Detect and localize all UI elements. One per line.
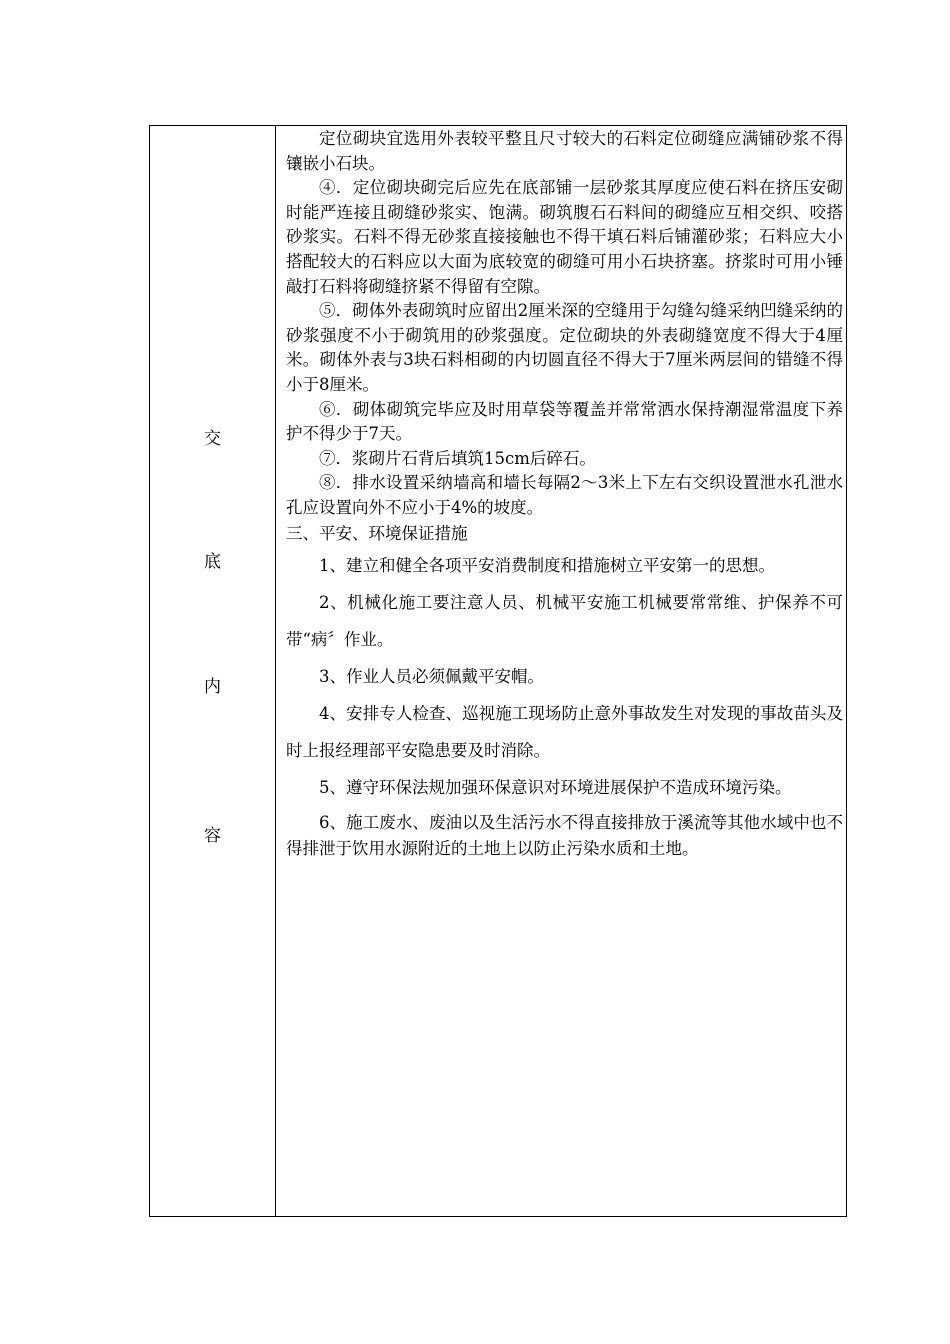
paragraph-item-5: ⑤．砌体外表砌筑时应留出2厘米深的空缝用于勾缝勾缝采纳凹缝采纳的砂浆强度不小于砌筑用的砂浆强度。定位砌块的外表砌缝宽度不得大于4厘米。砌体外表与3块石料相砌的内切圆直径不得大于7厘米两层间的错缝不得小于8厘米。 bbox=[286, 301, 843, 394]
measure-item: 5、遵守环保法规加强环保意识对环境进展保护不造成环境污染。 bbox=[319, 777, 792, 797]
paragraph-item-6: ⑥．砌体砌筑完毕应及时用草袋等覆盖并常常洒水保持潮湿常温度下养护不得少于7天。 bbox=[286, 399, 843, 444]
section-heading: 三、平安、环境保证措施 bbox=[286, 523, 468, 543]
measure-item: 2、机械化施工要注意人员、机械平安施工机械要常常维、护保养不可带“病〞作业。 bbox=[286, 592, 843, 649]
side-label-char-2: 底 bbox=[204, 552, 221, 572]
paragraph-item-7: ⑦．浆砌片石背后填筑15cm后碎石。 bbox=[319, 448, 596, 468]
document-table bbox=[149, 125, 847, 1217]
measure-item: 6、施工废水、废油以及生活污水不得直接排放于溪流等其他水域中也不得排泄于饮用水源附近的土地上以防止污染水质和土地。 bbox=[286, 812, 843, 858]
side-label-char-1: 交 bbox=[204, 429, 221, 449]
side-label-char-4: 容 bbox=[204, 826, 221, 846]
paragraph-block-positioning: 定位砌块宜选用外表较平整且尺寸较大的石料定位砌缝应满铺砂浆不得镶嵌小石块。 bbox=[286, 129, 843, 173]
measure-item: 4、安排专人检查、巡视施工现场防止意外事故发生对发现的事故苗头及时上报经理部平安隐患要及时消除。 bbox=[286, 703, 843, 760]
content-cell bbox=[286, 127, 843, 862]
column-divider bbox=[275, 126, 276, 1216]
paragraph-item-4: ④．定位砌块砌完后应先在底部铺一层砂浆其厚度应使石料在挤压安砌时能严连接且砌缝砂浆实、饱满。砌筑腹石石料间的砌缝应互相交织、咬搭砂浆实。石料不得无砂浆直接接触也不得干填石料后铺灌砂浆；石料应大小搭配较大的石料应以大面为底较宽的砌缝可用小石块挤塞。挤浆时可用小锤敲打石料将砌缝挤紧不得留有空隙。 bbox=[286, 178, 843, 296]
side-label-char-3: 内 bbox=[204, 677, 221, 697]
measure-item: 3、作业人员必须佩戴平安帽。 bbox=[319, 666, 544, 686]
measure-item: 1、建立和健全各项平安消费制度和措施树立平安第一的思想。 bbox=[319, 555, 775, 575]
paragraph-item-8: ⑧．排水设置采纳墙高和墙长每隔2～3米上下左右交织设置泄水孔泄水孔应设置向外不应小于4%的坡度。 bbox=[286, 473, 843, 517]
